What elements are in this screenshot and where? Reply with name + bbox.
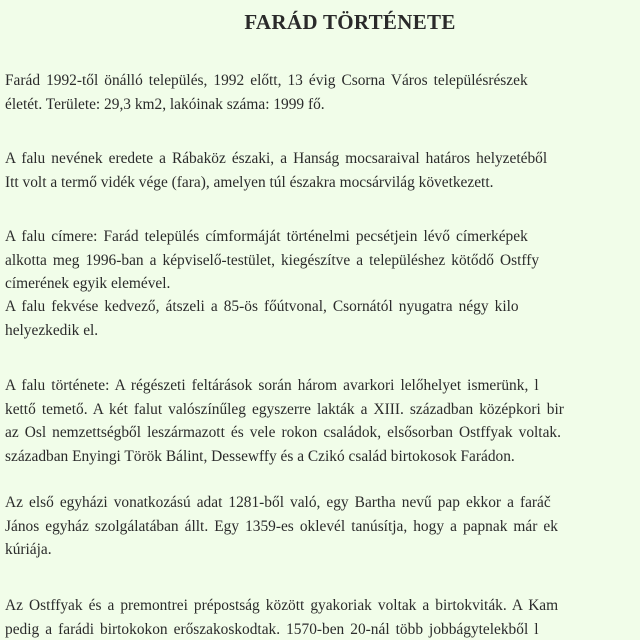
paragraph-location <box>5 295 640 342</box>
paragraph-line: A falu története: A régészeti feltárások során három avarkori lelőhelyet ismerünk, l <box>5 377 539 394</box>
paragraph-line: alkotta meg 1996-ban a képviselő-testület, kiegészítve a településhez kötődő Ostffy <box>5 251 540 269</box>
paragraph-line: A falu nevének eredete a Rábaköz északi, a Hanság mocsaraival határos helyzetéből <box>5 150 548 167</box>
paragraph-line: János egyház szolgálatában állt. Egy 1359-es oklevél tanúsítja, hogy a papnak már ek <box>5 517 558 535</box>
page-title: FARÁD TÖRTÉNETE <box>244 10 456 34</box>
paragraph-line: A falu fekvése kedvező, átszeli a 85-ös főútvonal, Csornától nyugatra négy kilo <box>5 298 519 315</box>
paragraph-church <box>5 491 640 562</box>
paragraph-line: helyezkedik el. <box>5 321 99 339</box>
paragraph-line: A falu címere: Farád település címformáját történelmi pecsétjein lévő címerképek <box>5 228 528 245</box>
paragraph-line: Itt volt a termő vidék vége (fara), amelyen túl északra mocsárvilág következett. <box>5 173 494 191</box>
paragraph-coat-of-arms <box>5 225 640 296</box>
paragraph-line: Az Ostffyak és a premontrei prépostság között gyakoriak voltak a birtokviták. A Kam <box>5 597 559 614</box>
paragraph-line: az Osl nemzettségből leszármazott és vele rokon családok, elsősorban Ostffyak voltak. <box>5 424 561 441</box>
paragraph-line: címerének egyik elemével. <box>5 275 171 292</box>
paragraph-intro <box>5 69 640 116</box>
paragraph-line: pedig a farádi birtokokon erőszakoskodtak. 1570-ben 20-nál több jobbágytelekből l <box>5 620 539 638</box>
paragraph-line: kettő temető. A két falut valószínűleg egyszerre lakták a XIII. században középkori bir <box>5 400 564 418</box>
paragraph-history <box>5 374 640 468</box>
paragraph-line: Farád 1992-től önálló település, 1992 előtt, 13 évig Csorna Város településrészek <box>5 72 528 89</box>
paragraph-line: században Enyingi Török Bálint, Dessewffy és a Czikó család birtokosok Farádon. <box>5 447 515 465</box>
paragraph-name-origin <box>5 147 640 194</box>
paragraph-line: kúriája. <box>5 541 52 558</box>
paragraph-land-disputes <box>5 594 640 640</box>
paragraph-line: Az első egyházi vonatkozású adat 1281-ből való, egy Bartha nevű pap ekkor a faráč <box>5 494 551 511</box>
paragraph-line: életét. Területe: 29,3 km2, lakóinak száma: 1999 fő. <box>5 95 325 113</box>
